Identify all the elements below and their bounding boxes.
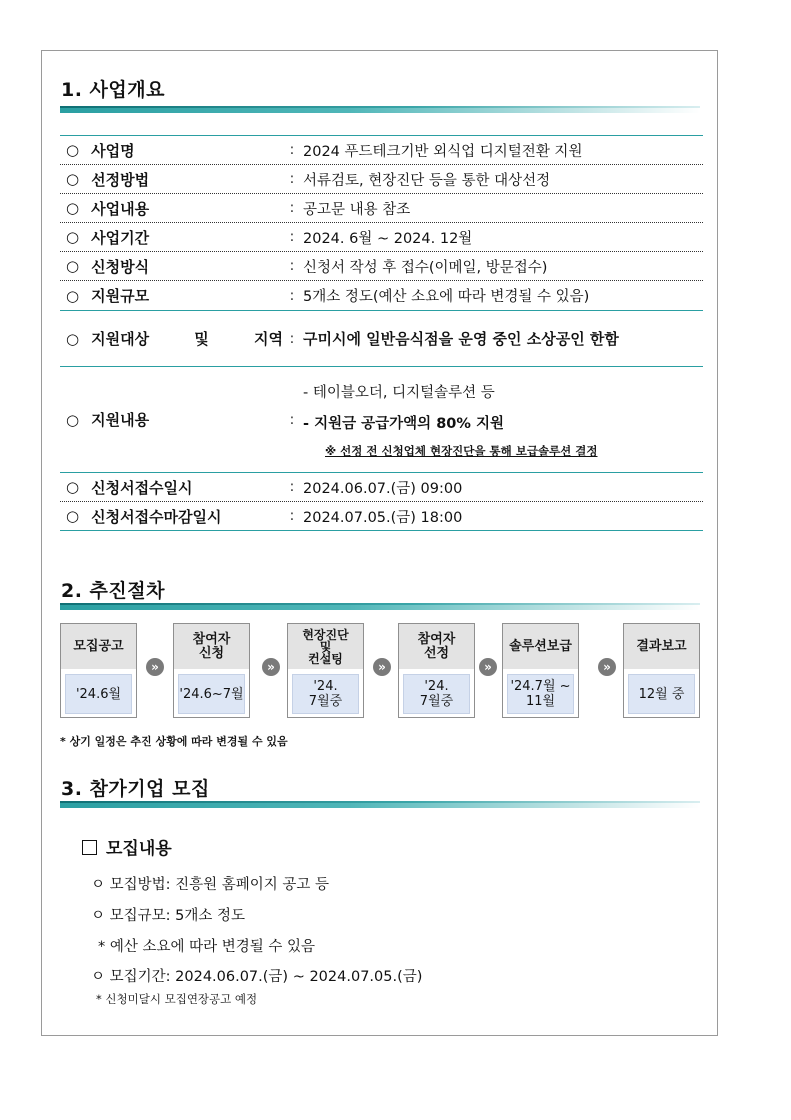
- recruitment-subtitle: [82, 834, 172, 859]
- recruitment-note: * 예산 소요에 따라 변경될 수 있음: [98, 939, 315, 955]
- process-step-name: 결과보고: [624, 624, 699, 669]
- recruitment-note: * 신청미달시 모집연장공고 예정: [96, 992, 258, 1006]
- overview-value: 2024.07.05.(금) 18:00: [303, 509, 463, 526]
- double-chevron-right-icon: »: [479, 658, 497, 676]
- circle-bullet-icon: ○: [66, 286, 80, 305]
- double-chevron-right-icon: »: [146, 658, 164, 676]
- process-step-date: '24. 7월중: [403, 674, 470, 714]
- section-1-divider: [60, 106, 700, 113]
- overview-colon: :: [289, 330, 295, 347]
- overview-colon: :: [289, 171, 295, 187]
- overview-label: 사업기간: [91, 228, 150, 247]
- overview-row: [60, 135, 703, 165]
- overview-colon: :: [289, 229, 295, 245]
- overview-value: 구미시에 일반음식점을 운영 중인 소상공인 한함: [303, 330, 619, 348]
- overview-colon: :: [289, 508, 295, 524]
- overview-label: 사업내용: [91, 199, 150, 218]
- overview-label: 신청서접수마감일시: [91, 507, 222, 526]
- process-step-date: '24.7월 ~ 11월: [507, 674, 574, 714]
- overview-row: [60, 252, 703, 281]
- checkbox-square-icon: [82, 840, 97, 855]
- process-step-date: '24.6~7월: [178, 674, 245, 714]
- overview-colon: :: [289, 200, 295, 216]
- overview-label: 사업명: [91, 141, 135, 160]
- overview-value: [299, 381, 598, 459]
- overview-row: [60, 311, 703, 367]
- overview-value: 2024. 6월 ~ 2024. 12월: [303, 230, 473, 247]
- circle-bullet-icon: ○: [66, 141, 80, 159]
- process-step: [173, 623, 250, 718]
- process-step: [287, 623, 364, 718]
- overview-colon: :: [289, 142, 295, 158]
- process-step-date: '24.6월: [65, 674, 132, 714]
- overview-value: 신청서 작성 후 접수(이메일, 방문접수): [303, 259, 548, 276]
- overview-row: [60, 194, 703, 223]
- overview-value: 2024 푸드테크기반 외식업 디지털전환 지원: [303, 143, 583, 160]
- overview-colon: :: [289, 287, 295, 304]
- process-step: [502, 623, 579, 718]
- process-step-name: 모집공고: [61, 624, 136, 669]
- circle-bullet-icon: ○: [66, 478, 80, 496]
- overview-value: 2024.06.07.(금) 09:00: [303, 480, 463, 497]
- circle-bullet-icon: ○: [66, 228, 80, 246]
- schedule-note: * 상기 일정은 추진 상황에 따라 변경될 수 있음: [60, 735, 288, 748]
- section-1-title: 1. 사업개요: [61, 79, 165, 101]
- circle-bullet-icon: ○: [66, 410, 80, 429]
- overview-value: 서류검토, 현장진단 등을 통한 대상선정: [303, 172, 551, 189]
- process-step: [623, 623, 700, 718]
- process-step-date: '24. 7월중: [292, 674, 359, 714]
- overview-colon: :: [289, 411, 295, 428]
- overview-row: [60, 502, 703, 531]
- recruitment-item: ㅇ 모집기간: 2024.06.07.(금) ~ 2024.07.05.(금): [91, 969, 423, 985]
- process-step: [60, 623, 137, 718]
- section-3-title: 3. 참가기업 모집: [61, 778, 210, 800]
- recruitment-item: ㅇ 모집규모: 5개소 정도: [91, 908, 246, 924]
- overview-label: 신청서접수일시: [91, 478, 193, 497]
- circle-bullet-icon: ○: [66, 507, 80, 525]
- support-note: ※ 선정 전 신청업체 현장진단을 통해 보급솔루션 결정: [325, 443, 598, 458]
- double-chevron-right-icon: »: [262, 658, 280, 676]
- overview-table: [60, 135, 703, 531]
- process-step-name: 솔루션보급: [503, 624, 578, 669]
- overview-value: 5개소 정도(예산 소요에 따라 변경될 수 있음): [303, 289, 590, 305]
- recruitment-item: ㅇ 모집방법: 진흥원 홈페이지 공고 등: [91, 877, 330, 893]
- overview-label: 지원대상 및 지역: [91, 330, 283, 348]
- process-step: [398, 623, 475, 718]
- recruitment-subtitle-text: 모집내용: [106, 839, 172, 859]
- process-step-date: 12월 중: [628, 674, 695, 714]
- section-2-title: 2. 추진절차: [61, 580, 165, 602]
- process-step-name: 참여자 신청: [174, 624, 249, 669]
- overview-colon: :: [289, 258, 295, 274]
- overview-row: [60, 367, 703, 473]
- overview-label: 선정방법: [91, 170, 150, 189]
- section-2-divider: [60, 603, 700, 610]
- support-line: - 지원금 공급가액의 80% 지원: [303, 415, 504, 432]
- support-line: - 테이블오더, 디지털솔루션 등: [303, 384, 495, 401]
- overview-value: 공고문 내용 참조: [303, 201, 411, 218]
- overview-row: [60, 473, 703, 502]
- overview-row: [60, 223, 703, 252]
- overview-row: [60, 165, 703, 194]
- circle-bullet-icon: ○: [66, 170, 80, 188]
- double-chevron-right-icon: »: [373, 658, 391, 676]
- process-step-name: 현장진단 및 컨설팅: [288, 624, 363, 669]
- overview-colon: :: [289, 479, 295, 495]
- overview-label: 신청방식: [91, 257, 150, 276]
- circle-bullet-icon: ○: [66, 329, 80, 348]
- circle-bullet-icon: ○: [66, 257, 80, 275]
- double-chevron-right-icon: »: [598, 658, 616, 676]
- overview-label: 지원규모: [91, 287, 150, 305]
- process-step-name: 참여자 선정: [399, 624, 474, 669]
- section-3-divider: [60, 801, 700, 808]
- overview-row: [60, 281, 703, 311]
- circle-bullet-icon: ○: [66, 199, 80, 217]
- overview-label: 지원내용: [91, 411, 150, 429]
